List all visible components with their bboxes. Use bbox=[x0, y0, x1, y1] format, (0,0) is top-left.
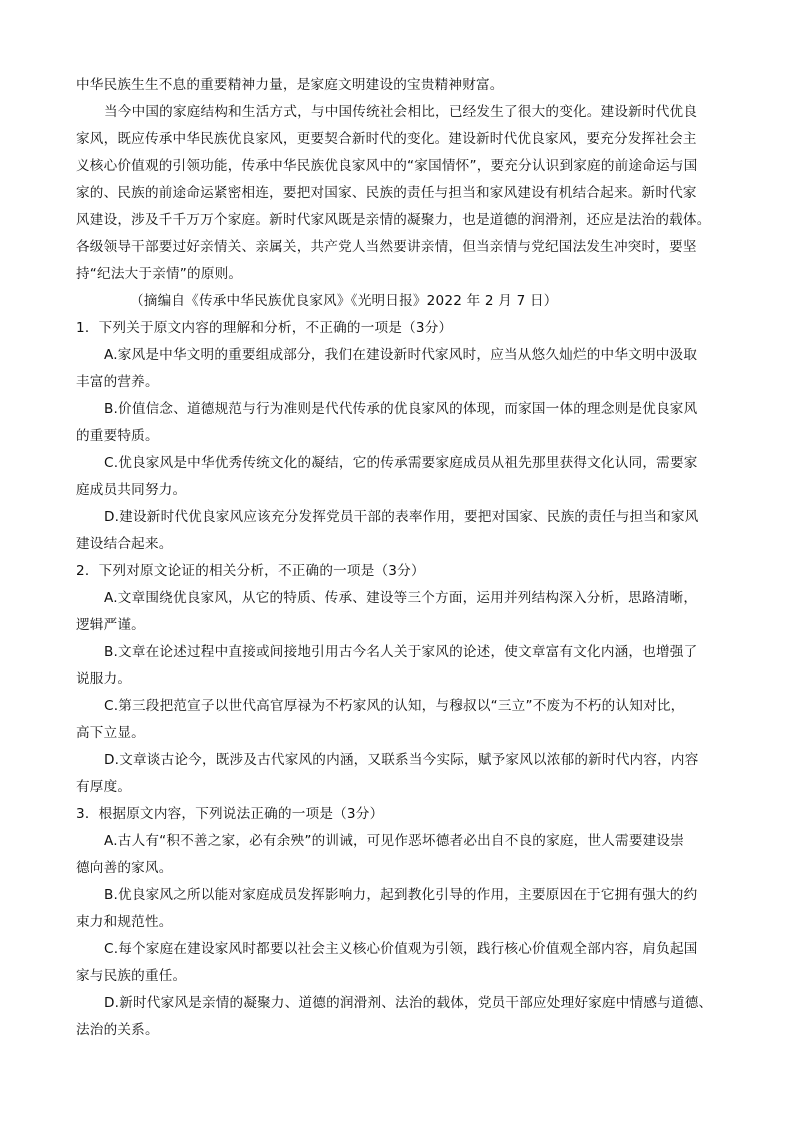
q3-option-b-cont: 束力和规范性。 bbox=[76, 914, 173, 930]
q1-option-d: D.建设新时代优良家风应该充分发挥党员干部的表率作用，要把对国家、民族的责任与担当和家风 bbox=[104, 509, 699, 525]
question-1-stem: 1．下列关于原文内容的理解和分析，不正确的一项是（3分） bbox=[76, 320, 453, 336]
q2-option-a: A.文章围绕优良家风，从它的特质、传承、建设等三个方面，运用并列结构深入分析，思路清晰， bbox=[104, 590, 698, 606]
q2-option-c: C.第三段把范宣子以世代高官厚禄为不朽家风的认知，与穆叔以“三立”不废为不朽的认知对比， bbox=[104, 698, 685, 714]
passage-line: 家风，既应传承中华民族优良家风，更要契合新时代的变化。建设新时代优良家风，要充分发挥社会主 bbox=[76, 131, 697, 147]
q3-option-d-cont: 法治的关系。 bbox=[76, 1022, 159, 1038]
passage-line: 中华民族生生不息的重要精神力量，是家庭文明建设的宝贵精神财富。 bbox=[76, 77, 504, 93]
question-3-stem: 3．根据原文内容，下列说法正确的一项是（3分） bbox=[76, 806, 384, 822]
passage-line: 当今中国的家庭结构和生活方式，与中国传统社会相比，已经发生了很大的变化。建设新时代优良 bbox=[104, 104, 698, 120]
passage-line: 义核心价值观的引领功能，传承中华民族优良家风中的“家国情怀”，要充分认识到家庭的前途命运与国 bbox=[76, 158, 698, 174]
passage-line: 家的、民族的前途命运紧密相连，要把对国家、民族的责任与担当和家风建设有机结合起来。新时代家 bbox=[76, 185, 697, 201]
q2-option-b: B.文章在论述过程中直接或间接地引用古今名人关于家风的论述，使文章富有文化内涵，也增强了 bbox=[104, 644, 698, 660]
q1-option-b: B.价值信念、道德规范与行为准则是代代传承的优良家风的体现，而家国一体的理念则是优良家风 bbox=[104, 401, 698, 417]
q1-option-c-cont: 庭成员共同努力。 bbox=[76, 482, 187, 498]
q2-option-d: D.文章谈古论今，既涉及古代家风的内涵，又联系当今实际，赋予家风以浓郁的新时代内容，内容 bbox=[104, 752, 699, 768]
q2-option-d-cont: 有厚度。 bbox=[76, 779, 132, 795]
q3-option-a-cont: 德向善的家风。 bbox=[76, 860, 173, 876]
q3-option-d: D.新时代家风是亲情的凝聚力、道德的润滑剂、法治的载体，党员干部应处理好家庭中情感与道德、 bbox=[104, 995, 713, 1011]
q3-option-b: B.优良家风之所以能对家庭成员发挥影响力，起到教化引导的作用，主要原因在于它拥有强大的约 bbox=[104, 887, 698, 903]
q3-option-c: C.每个家庭在建设家风时都要以社会主义核心价值观为引领，践行核心价值观全部内容，肩负起国 bbox=[104, 941, 698, 957]
passage-line: 各级领导干部要过好亲情关、亲属关，共产党人当然要讲亲情，但当亲情与党纪国法发生冲突时，要坚 bbox=[76, 239, 697, 255]
q1-option-a: A.家风是中华文明的重要组成部分，我们在建设新时代家风时，应当从悠久灿烂的中华文明中汲取 bbox=[104, 347, 698, 363]
q2-option-b-cont: 说服力。 bbox=[76, 671, 132, 687]
passage-source: （摘编自《传承中华民族优良家风》《光明日报》2022 年 2 月 7 日） bbox=[130, 293, 558, 309]
passage-line: 风建设，涉及千千万万个家庭。新时代家风既是亲情的凝聚力，也是道德的润滑剂，还应是法治的载体。 bbox=[76, 212, 711, 228]
q2-option-c-cont: 高下立显。 bbox=[76, 725, 145, 741]
q1-option-c: C.优良家风是中华优秀传统文化的凝结，它的传承需要家庭成员从祖先那里获得文化认同，需要家 bbox=[104, 455, 698, 471]
passage-line: 持“纪法大于亲情”的原则。 bbox=[76, 266, 243, 282]
q3-option-c-cont: 家与民族的重任。 bbox=[76, 968, 187, 984]
q1-option-b-cont: 的重要特质。 bbox=[76, 428, 159, 444]
q2-option-a-cont: 逻辑严谨。 bbox=[76, 617, 145, 633]
question-2-stem: 2．下列对原文论证的相关分析，不正确的一项是（3分） bbox=[76, 563, 425, 579]
q1-option-a-cont: 丰富的营养。 bbox=[76, 374, 159, 390]
q3-option-a: A.古人有“积不善之家，必有余殃”的训诫，可见作恶坏德者必出自不良的家庭，世人需要建设崇 bbox=[104, 833, 685, 849]
q1-option-d-cont: 建设结合起来。 bbox=[76, 536, 173, 552]
